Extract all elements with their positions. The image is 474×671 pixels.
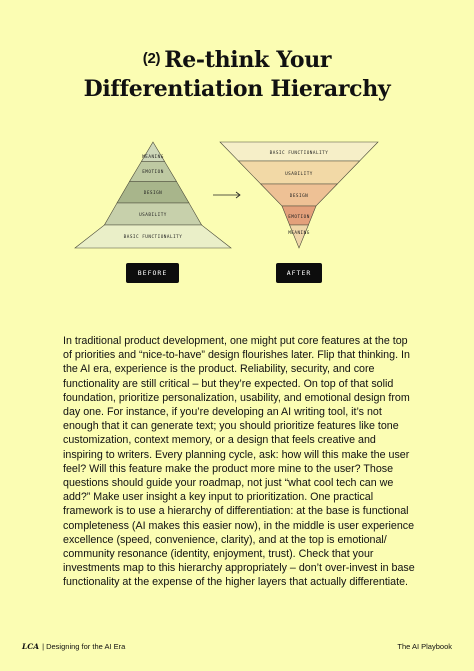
after-layer-meaning: [290, 225, 309, 248]
title-line-1: Re-think Your: [164, 47, 332, 73]
lca-logo: LCA: [22, 642, 40, 651]
footer-left-text: | Designing for the AI Era: [42, 642, 126, 651]
after-label-meaning: MEANING: [288, 231, 310, 236]
before-label-design: DESIGN: [143, 191, 163, 196]
after-label-emotion: EMOTION: [288, 215, 310, 220]
after-label-design: DESIGN: [289, 194, 309, 199]
after-pyramid: [220, 142, 378, 248]
title-line-2: Differentiation Hierarchy: [83, 76, 391, 102]
before-label-usability: USABILITY: [139, 213, 167, 218]
before-badge: BEFORE: [126, 263, 179, 283]
after-badge: AFTER: [276, 263, 322, 283]
after-label-basic-functionality: BASIC FUNCTIONALITY: [269, 151, 329, 156]
before-label-meaning: MEANING: [142, 155, 164, 160]
arrow-icon: [213, 192, 240, 198]
page-title: [0, 44, 474, 104]
before-label-basic-functionality: BASIC FUNCTIONALITY: [123, 235, 183, 240]
hierarchy-diagram: [0, 130, 474, 255]
footer-left: [22, 642, 125, 651]
before-pyramid: [75, 142, 231, 248]
footer: [22, 642, 452, 651]
footer-right-text: The AI Playbook: [397, 642, 452, 651]
before-label-emotion: EMOTION: [142, 170, 164, 175]
body-paragraph: In traditional product development, one might put core features at the top of priorities and “nice-to-have” design flourishes later. Flip that thinking. In the AI era, experience is the product. Reliability, security, and core functionality are still critical – but they’re expected. On top of that solid foundation, prioritize personalization, usability, and emotional design from day one. For instance, if you’re developing an AI writing tool, it’s not enough that it can generate text; you should prioritize features like tone customization, context memory, or a design that feels creative and inspiring to writers. Every planning cycle, ask: how will this make the user feel? Will this feature make the product more mine to the user? Those questions should guide your roadmap, not just “what cool tech can we add?” Make user insight a key input to prioritization. One practical framework is to use a hierarchy of differentiation: at the base is functional completeness (AI makes this easier now), in the middle is user experience excellence (speed, convenience, clarity), and at the top is emotional/ community resonance (identity, enjoyment, trust). Check that your investments map to this hierarchy appropriately – don’t over-invest in base functionality at the expense of the higher layers that actually differentiate.: [63, 335, 415, 589]
section-number: (2): [142, 50, 161, 67]
after-label-usability: USABILITY: [285, 172, 313, 177]
